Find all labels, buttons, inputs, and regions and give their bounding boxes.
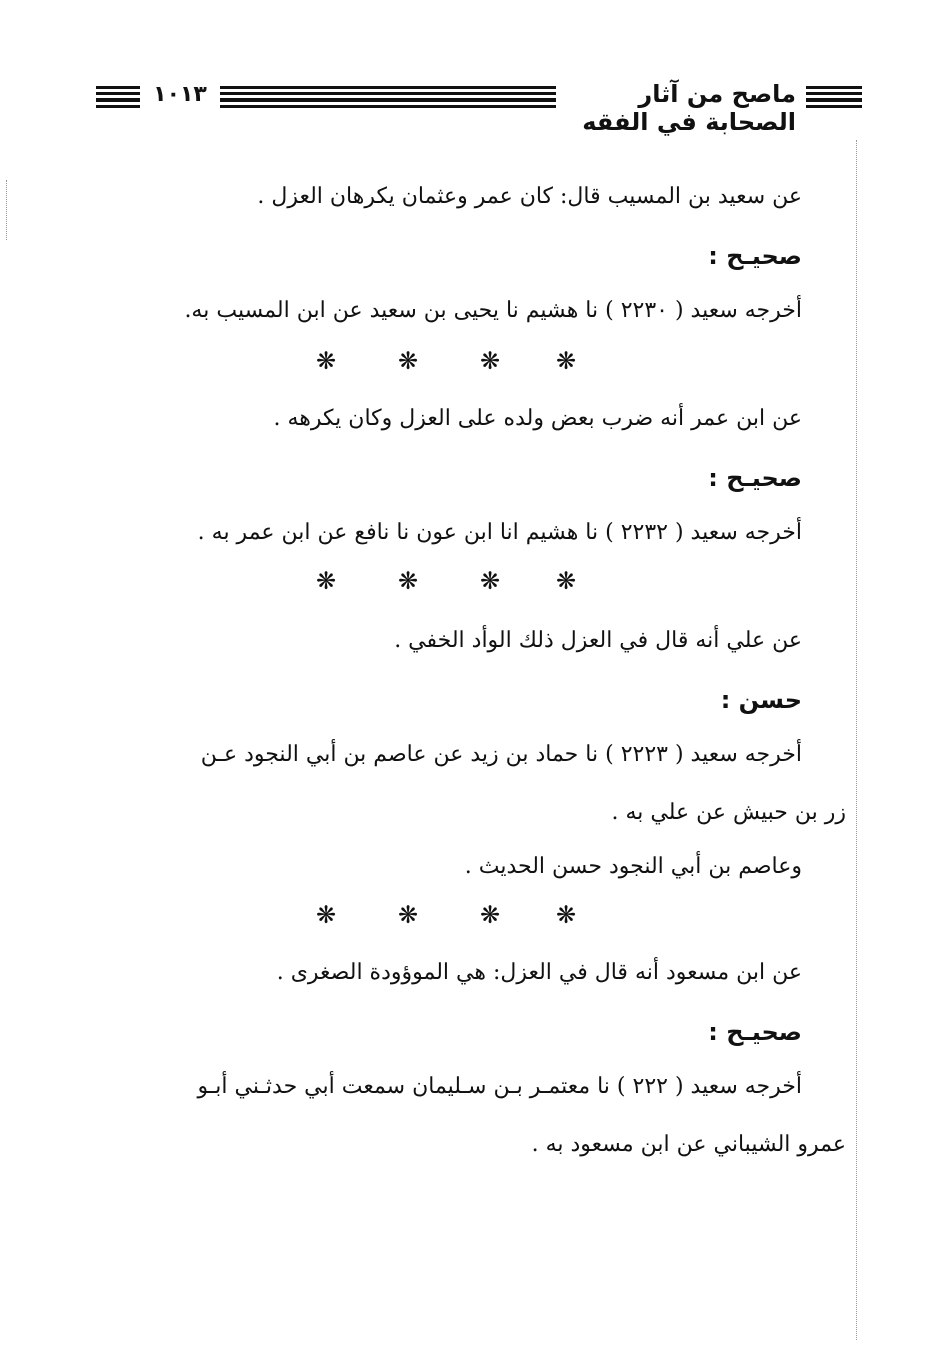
star-ornament-icon: ❋ xyxy=(397,347,419,375)
takhrij-line: أخرجه سعيد ( ٢٢٣٠ ) نا هشيم نا يحيى بن سعيد عن ابن المسيب به. xyxy=(184,298,802,323)
star-ornament-icon: ❋ xyxy=(315,347,337,375)
star-ornament-icon: ❋ xyxy=(555,901,577,929)
header-rule-left xyxy=(96,86,140,111)
page-number: ١٠١٣ xyxy=(153,82,207,107)
narrator-note: وعاصم بن أبي النجود حسن الحديث . xyxy=(464,854,802,879)
takhrij-line: أخرجه سعيد ( ٢٢٢ ) نا معتمـر بـن سـليمان سمعت أبي حدثـني أبـو xyxy=(197,1074,802,1099)
star-ornament-icon: ❋ xyxy=(555,347,577,375)
takhrij-line: زر بن حبيش عن علي به . xyxy=(611,800,846,825)
scan-margin-guide xyxy=(6,180,9,240)
header-rule-right xyxy=(806,86,862,111)
scan-margin-guide xyxy=(856,140,859,1340)
takhrij-line: أخرجه سعيد ( ٢٢٢٣ ) نا حماد بن زيد عن عاصم بن أبي النجود عـن xyxy=(200,742,802,767)
section-divider xyxy=(314,346,584,376)
star-ornament-icon: ❋ xyxy=(479,901,501,929)
star-ornament-icon: ❋ xyxy=(315,901,337,929)
grade-heading: حسن : xyxy=(720,686,802,714)
athar-text: عن علي أنه قال في العزل ذلك الوأد الخفي . xyxy=(394,628,802,653)
star-ornament-icon: ❋ xyxy=(479,567,501,595)
header-rule-middle xyxy=(220,86,556,111)
star-ornament-icon: ❋ xyxy=(315,567,337,595)
athar-text: عن ابن مسعود أنه قال في العزل: هي الموؤودة الصغرى . xyxy=(276,960,802,985)
star-ornament-icon: ❋ xyxy=(397,567,419,595)
page-header xyxy=(96,78,862,136)
star-ornament-icon: ❋ xyxy=(479,347,501,375)
grade-heading: صحيـح : xyxy=(708,464,802,492)
takhrij-line: أخرجه سعيد ( ٢٢٣٢ ) نا هشيم انا ابن عون نا نافع عن ابن عمر به . xyxy=(197,520,802,545)
athar-text: عن ابن عمر أنه ضرب بعض ولده على العزل وكان يكرهه . xyxy=(273,406,802,431)
running-title: ماصح من آثار الصحابة في الفقه xyxy=(582,80,796,136)
grade-heading: صحيـح : xyxy=(708,1018,802,1046)
athar-text: عن سعيد بن المسيب قال: كان عمر وعثمان يكرهان العزل . xyxy=(257,184,802,209)
takhrij-line: عمرو الشيباني عن ابن مسعود به . xyxy=(531,1132,846,1157)
section-divider xyxy=(314,900,584,930)
section-divider xyxy=(314,566,584,596)
star-ornament-icon: ❋ xyxy=(555,567,577,595)
star-ornament-icon: ❋ xyxy=(397,901,419,929)
grade-heading: صحيـح : xyxy=(708,242,802,270)
